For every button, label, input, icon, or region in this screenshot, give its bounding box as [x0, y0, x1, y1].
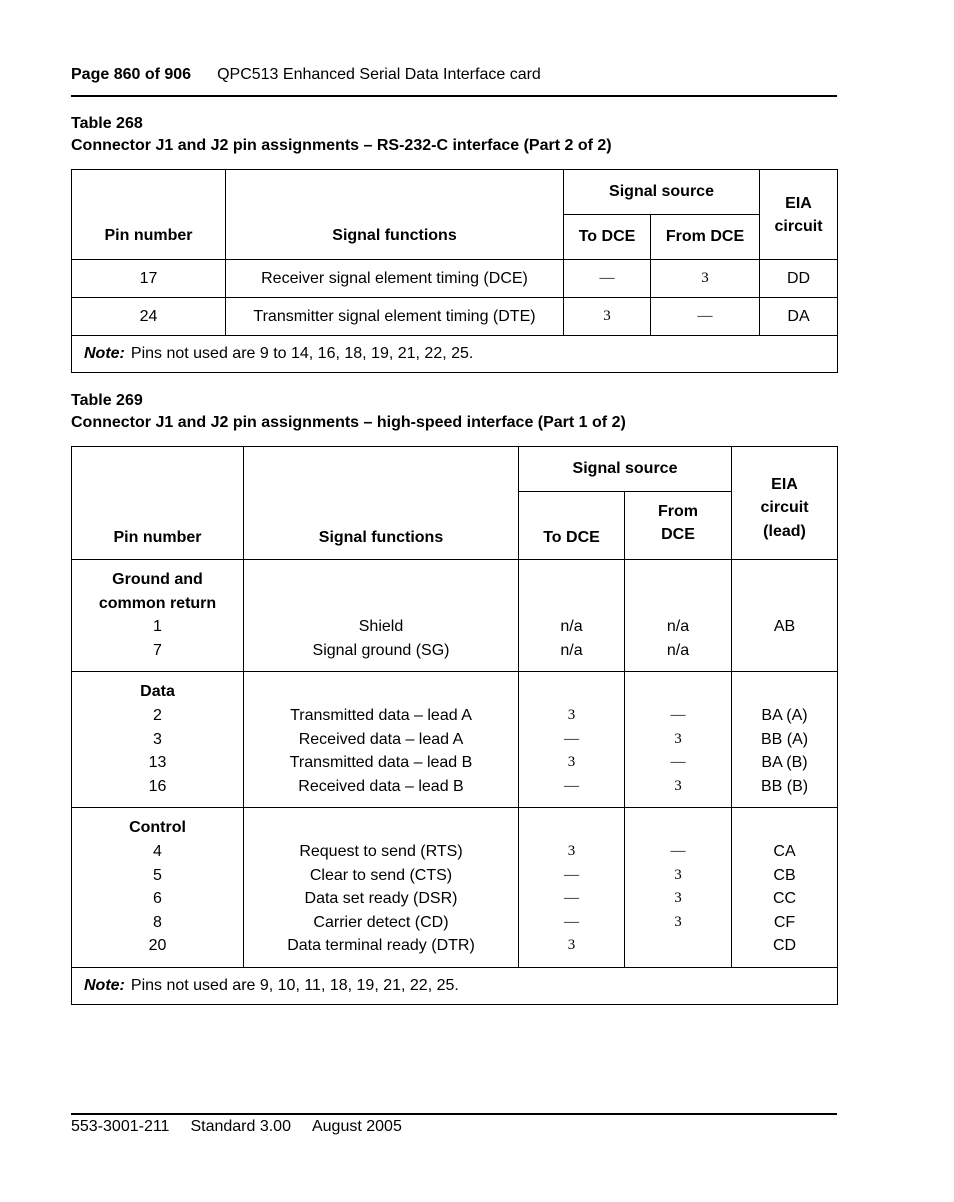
from-dce-value: — — [670, 706, 686, 723]
from-dce-column — [625, 560, 732, 672]
pin-value: 5 — [153, 866, 162, 884]
header-from-dce-line: From — [658, 502, 698, 520]
pin-column — [72, 560, 244, 672]
from-dce-cell: 3 — [651, 260, 760, 298]
to-dce-value: — — [564, 730, 579, 747]
group-title: Ground and — [112, 571, 203, 588]
from-dce-value: n/a — [666, 641, 690, 659]
table-row — [72, 298, 838, 336]
to-dce-column — [519, 808, 625, 968]
note-text: Pins not used are 9, 10, 11, 18, 19, 21, 22, 25. — [130, 976, 459, 994]
from-dce-column — [625, 808, 732, 968]
eia-column — [732, 808, 838, 968]
eia-value: BB (A) — [760, 730, 809, 748]
to-dce-value: 3 — [567, 706, 576, 723]
table-269-title: Connector J1 and J2 pin assignments – high-speed interface (Part 1 of 2) — [71, 414, 626, 431]
table-group-control — [72, 808, 838, 968]
function-value: Signal ground (SG) — [312, 641, 450, 659]
table-268-caption — [71, 113, 612, 157]
table-268-title: Connector J1 and J2 pin assignments – RS-232-C interface (Part 2 of 2) — [71, 137, 612, 154]
function-value: Request to send (RTS) — [299, 842, 463, 860]
header-signal-functions: Signal functions — [226, 170, 564, 260]
function-column — [244, 672, 519, 808]
group-title: common return — [98, 594, 217, 612]
pin-value: 13 — [148, 754, 167, 772]
function-value: Shield — [358, 618, 404, 636]
to-dce-column — [519, 672, 625, 808]
from-dce-value: 3 — [674, 866, 682, 883]
table-268-number: Table 268 — [71, 115, 143, 132]
eia-value: BA (B) — [761, 754, 808, 772]
table-row — [72, 260, 838, 298]
header-to-dce: To DCE — [564, 215, 651, 260]
table-268 — [71, 169, 838, 373]
header-signal-functions: Signal functions — [244, 447, 519, 560]
pin-value: 16 — [148, 777, 167, 795]
eia-column — [732, 560, 838, 672]
note-label: Note: — [84, 976, 125, 994]
pin-value: 1 — [153, 618, 162, 636]
pin-value: 3 — [153, 730, 162, 748]
eia-value: CF — [773, 913, 796, 931]
pin-value: 7 — [153, 641, 162, 659]
function-value: Data set ready (DSR) — [304, 890, 458, 908]
eia-cell: DD — [760, 260, 838, 298]
function-value: Clear to send (CTS) — [309, 866, 453, 884]
from-dce-value: n/a — [666, 618, 690, 636]
pin-value: 4 — [153, 842, 162, 860]
function-value: Transmitted data – lead A — [290, 706, 472, 724]
group-title: Data — [140, 683, 175, 701]
group-title: Control — [129, 819, 186, 837]
pin-cell: 17 — [72, 260, 226, 298]
table-269 — [71, 446, 838, 1005]
function-value: Transmitted data – lead B — [289, 754, 473, 772]
header-from-dce — [625, 492, 732, 560]
function-cell: Transmitter signal element timing (DTE) — [226, 298, 564, 336]
footer-rule — [71, 1113, 837, 1115]
eia-cell: DA — [760, 298, 838, 336]
header-rule — [71, 95, 837, 97]
to-dce-value: — — [564, 890, 579, 907]
header-pin-number: Pin number — [72, 447, 244, 560]
from-dce-cell: — — [651, 298, 760, 336]
eia-column — [732, 672, 838, 808]
table-269-number: Table 269 — [71, 392, 143, 409]
from-dce-value: 3 — [674, 730, 682, 747]
header-pin-number: Pin number — [72, 170, 226, 260]
table-group-ground — [72, 560, 838, 672]
document-title: QPC513 Enhanced Serial Data Interface card — [217, 66, 541, 83]
pin-column — [72, 672, 244, 808]
to-dce-value: 3 — [567, 937, 576, 954]
to-dce-value: — — [564, 866, 579, 883]
from-dce-value: 3 — [674, 890, 682, 907]
header-eia-circuit-lead — [732, 447, 838, 560]
table-269-caption — [71, 390, 626, 434]
pin-column — [72, 808, 244, 968]
table-note — [72, 967, 838, 1004]
eia-value: CC — [772, 890, 797, 908]
pin-value: 8 — [153, 913, 162, 931]
from-dce-value: — — [670, 842, 686, 859]
header-to-dce: To DCE — [519, 492, 625, 560]
eia-value: CD — [772, 937, 797, 955]
page-footer — [71, 1118, 423, 1136]
function-column — [244, 808, 519, 968]
table-group-data — [72, 672, 838, 808]
eia-value: BB (B) — [760, 777, 809, 795]
table-note — [72, 336, 838, 373]
document-number: 553-3001-211 — [71, 1118, 170, 1135]
to-dce-column — [519, 560, 625, 672]
pin-cell: 24 — [72, 298, 226, 336]
function-value: Carrier detect (CD) — [313, 913, 449, 931]
from-dce-value: — — [670, 754, 686, 771]
to-dce-cell: — — [564, 260, 651, 298]
function-column — [244, 560, 519, 672]
standard-version: Standard 3.00 — [190, 1118, 291, 1135]
header-eia-circuit: EIA circuit — [760, 170, 838, 260]
eia-value: AB — [773, 618, 796, 636]
eia-value: BA (A) — [761, 706, 808, 724]
function-cell: Receiver signal element timing (DCE) — [226, 260, 564, 298]
from-dce-value: 3 — [674, 777, 682, 794]
to-dce-value: — — [564, 913, 579, 930]
publication-date: August 2005 — [311, 1118, 402, 1135]
pin-value: 20 — [148, 937, 167, 955]
to-dce-value: 3 — [567, 842, 576, 859]
header-signal-source: Signal source — [519, 447, 732, 492]
from-dce-value: 3 — [674, 913, 682, 930]
note-text: Pins not used are 9 to 14, 16, 18, 19, 21, 22, 25. — [130, 345, 474, 362]
page-header — [71, 66, 541, 84]
note-label: Note: — [84, 345, 125, 362]
to-dce-cell: 3 — [564, 298, 651, 336]
header-eia-line: circuit — [760, 499, 809, 517]
to-dce-value: 3 — [567, 754, 576, 771]
pin-value: 6 — [153, 890, 162, 908]
header-from-dce: From DCE — [651, 215, 760, 260]
function-value: Received data – lead B — [298, 777, 464, 795]
function-value: Data terminal ready (DTR) — [287, 937, 475, 955]
function-value: Received data – lead A — [298, 730, 464, 748]
to-dce-value: n/a — [560, 641, 583, 659]
header-eia-line: (lead) — [763, 522, 806, 540]
header-eia-line: EIA — [771, 475, 798, 493]
eia-value: CA — [773, 842, 796, 860]
from-dce-column — [625, 672, 732, 808]
header-signal-source: Signal source — [564, 170, 760, 215]
header-from-dce-line: DCE — [661, 526, 695, 544]
eia-value: CB — [773, 866, 796, 884]
page-number: Page 860 of 906 — [71, 66, 192, 83]
pin-value: 2 — [153, 706, 162, 724]
to-dce-value: — — [564, 777, 579, 794]
to-dce-value: n/a — [560, 618, 583, 636]
